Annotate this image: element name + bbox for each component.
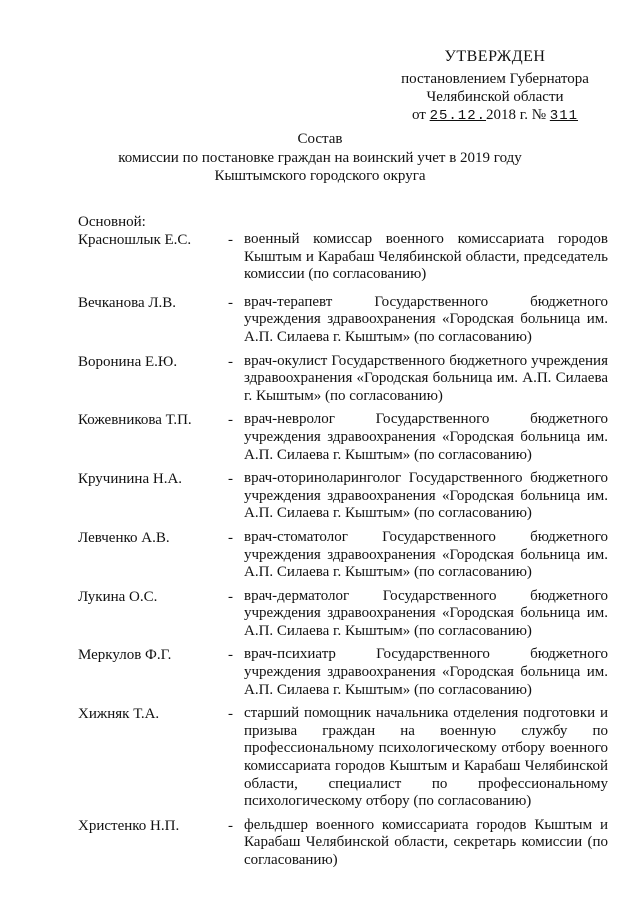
- member-name: Кожевникова Т.П.: [78, 412, 192, 429]
- dash: -: [228, 529, 233, 546]
- member-row: [78, 231, 608, 284]
- member-role: военный комиссар военного комиссариата городов Кыштым и Карабаш Челябинской области, председатель комиссии (по согласованию): [244, 231, 608, 283]
- heading-line-2: комиссии по постановке граждан на воинский учет в 2019 году: [118, 150, 522, 166]
- approval-line-2: Челябинской области: [426, 89, 564, 105]
- member-role: врач-психиатр Государственного бюджетного учреждения здравоохранения «Городская больница им. А.П. Силаева г. Кыштым» (по согласованию): [244, 646, 608, 698]
- member-name: Христенко Н.П.: [78, 817, 180, 834]
- dash: -: [228, 353, 233, 370]
- member-role: старший помощник начальника отделения подготовки и призыва граждан на военную службу по профессиональному психологическому отбору военного комиссариата городов Кыштым и Карабаш Челябинской области, специалист по профессиональному психологическому отбору (по согласованию): [244, 705, 608, 810]
- member-row: [78, 294, 608, 347]
- member-role: врач-оториноларинголог Государственного бюджетного учреждения здравоохранения «Городская больница им. А.П. Силаева г. Кыштым» (по согласованию): [244, 470, 608, 522]
- members-list: [78, 213, 608, 870]
- member-name: Левченко А.В.: [78, 529, 170, 546]
- heading-line-1: Состав: [297, 131, 343, 147]
- approval-line-1: постановлением Губернатора: [401, 71, 589, 87]
- member-role: врач-терапевт Государственного бюджетного учреждения здравоохранения «Городская больница им. А.П. Силаева г. Кыштым» (по согласованию): [244, 293, 608, 345]
- approval-date-line: [380, 106, 610, 125]
- member-row: [78, 529, 608, 582]
- member-row: [78, 353, 608, 406]
- member-name: Красношлык Е.С.: [78, 232, 192, 248]
- approval-block: [380, 48, 610, 125]
- approval-date: 25.12.: [429, 108, 487, 124]
- member-row: [78, 646, 608, 699]
- dash: -: [228, 647, 233, 664]
- dash: -: [228, 232, 233, 248]
- member-role: врач-стоматолог Государственного бюджетного учреждения здравоохранения «Городская больница им. А.П. Силаева г. Кыштым» (по согласованию): [244, 528, 608, 581]
- member-name: Вечканова Л.В.: [78, 294, 177, 311]
- member-name: Лукина О.С.: [78, 588, 158, 605]
- document-heading: [0, 130, 640, 185]
- member-row: [78, 411, 608, 464]
- member-role: врач-дерматолог Государственного бюджетного учреждения здравоохранения «Городская больница им. А.П. Силаева г. Кыштым» (по согласованию): [244, 587, 608, 639]
- dash: -: [228, 817, 233, 834]
- approval-number: 311: [549, 108, 579, 124]
- member-name: Воронина Е.Ю.: [78, 353, 178, 370]
- member-role: врач-окулист Государственного бюджетного учреждения здравоохранения «Городская больница им. А.П. Силаева г. Кыштым» (по согласованию): [244, 352, 608, 404]
- member-name: Хижняк Т.А.: [78, 706, 160, 723]
- member-role: врач-невролог Государственного бюджетного учреждения здравоохранения «Городская больница им. А.П. Силаева г. Кыштым» (по согласованию): [244, 411, 608, 463]
- member-name: Меркулов Ф.Г.: [78, 647, 172, 664]
- member-name: Кручинина Н.А.: [78, 471, 183, 488]
- member-row: [78, 817, 608, 870]
- heading-line-3: Кыштымского городского округа: [214, 168, 426, 184]
- member-role: фельдшер военного комиссариата городов Кыштым и Карабаш Челябинской области, секретарь комиссии (по согласованию): [244, 816, 608, 868]
- dash: -: [228, 412, 233, 429]
- date-prefix: от: [411, 107, 426, 123]
- member-row: [78, 705, 608, 811]
- approval-year: 2018 г. №: [486, 107, 547, 123]
- dash: -: [228, 706, 233, 723]
- member-row: [78, 470, 608, 523]
- dash: -: [228, 471, 233, 488]
- approval-title: УТВЕРЖДЕН: [444, 48, 546, 65]
- dash: -: [228, 588, 233, 605]
- section-label: Основной:: [78, 214, 146, 230]
- member-row: [78, 588, 608, 641]
- dash: -: [228, 294, 233, 311]
